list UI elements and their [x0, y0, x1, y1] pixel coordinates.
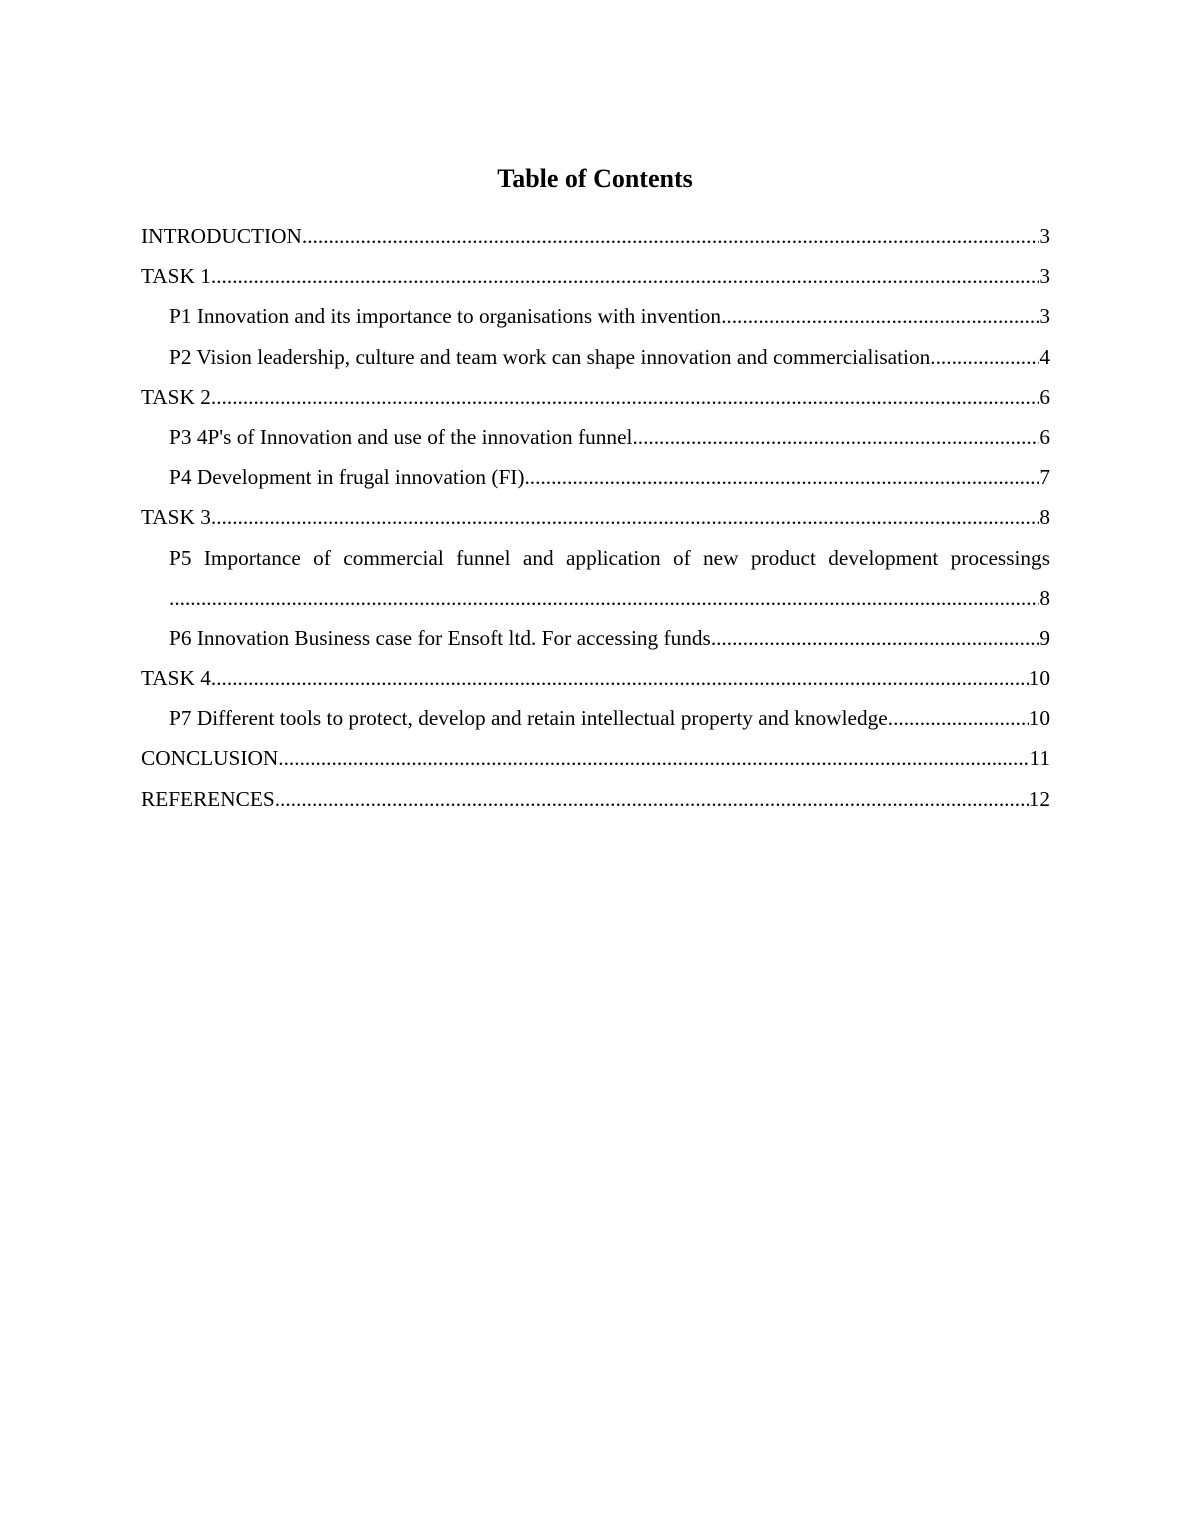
toc-entry-label: P2 Vision leadership, culture and team work can shape innovation and commercialisation — [169, 344, 931, 369]
toc-entry-task-4[interactable] — [141, 658, 1050, 698]
toc-entry-p2[interactable] — [141, 337, 1050, 377]
toc-dot-leader — [278, 738, 1029, 778]
toc-entry-label: P7 Different tools to protect, develop and retain intellectual property and knowledge — [169, 706, 888, 731]
toc-dot-leader — [211, 658, 1029, 698]
toc-page-number: 3 — [1039, 224, 1050, 248]
toc-entry-label: TASK 2 — [141, 384, 211, 409]
toc-page-number: 10 — [1028, 706, 1050, 731]
toc-entry-task-2[interactable] — [141, 377, 1050, 417]
toc-dot-leader — [721, 296, 1039, 336]
toc-entry-label: P1 Innovation and its importance to organisations with invention — [169, 304, 722, 329]
toc-entry-p7[interactable] — [141, 698, 1050, 738]
toc-page-number: 12 — [1028, 786, 1050, 811]
toc-page-number: 4 — [1039, 344, 1050, 369]
toc-entry-label: P5 Importance of commercial funnel and application of new product development processings — [169, 545, 1050, 570]
toc-page-number: 3 — [1039, 304, 1050, 329]
toc-entry-label: TASK 1 — [141, 264, 211, 289]
toc-entry-label: CONCLUSION — [141, 746, 279, 771]
toc-entry-introduction[interactable] — [141, 216, 1050, 256]
toc-page-number: 3 — [1039, 264, 1050, 289]
toc-entry-label: P3 4P's of Innovation and use of the innovation funnel — [169, 424, 633, 449]
toc-page-number: 8 — [1039, 505, 1050, 530]
toc-entry-label: INTRODUCTION — [141, 224, 302, 248]
toc-page-number: 10 — [1028, 666, 1050, 691]
toc-entry-task-1[interactable] — [141, 256, 1050, 296]
toc-page-number: 8 — [1039, 585, 1050, 610]
toc-dot-leader — [211, 256, 1039, 296]
toc-list — [141, 216, 1050, 819]
toc-page-number: 9 — [1039, 625, 1050, 650]
toc-dot-leader — [524, 457, 1039, 497]
toc-dot-leader — [211, 377, 1039, 417]
toc-dot-leader — [930, 337, 1039, 377]
toc-dot-leader — [632, 417, 1039, 457]
toc-page-number: 7 — [1039, 465, 1050, 490]
toc-entry-p1[interactable] — [141, 296, 1050, 336]
toc-title: Table of Contents — [497, 164, 693, 193]
toc-entry-p6[interactable] — [141, 618, 1050, 658]
toc-entry-p5-continuation[interactable] — [141, 578, 1050, 618]
toc-page-number: 11 — [1029, 746, 1050, 771]
toc-page-number: 6 — [1039, 384, 1050, 409]
toc-page-number: 6 — [1039, 424, 1050, 449]
toc-entry-p3[interactable] — [141, 417, 1050, 457]
toc-entry-references[interactable] — [141, 779, 1050, 819]
toc-dot-leader — [711, 618, 1040, 658]
toc-entry-label: P4 Development in frugal innovation (FI) — [169, 465, 525, 490]
toc-dot-leader — [888, 698, 1029, 738]
toc-dot-leader — [169, 578, 1039, 618]
toc-dot-leader — [275, 779, 1029, 819]
toc-dot-leader — [302, 216, 1039, 256]
toc-entry-label: TASK 4 — [141, 666, 211, 691]
toc-entry-p4[interactable] — [141, 457, 1050, 497]
toc-entry-label: P6 Innovation Business case for Ensoft ltd. For accessing funds — [169, 625, 711, 650]
toc-entry-label: REFERENCES — [141, 786, 275, 811]
toc-dot-leader — [211, 497, 1039, 537]
toc-entry-label: TASK 3 — [141, 505, 211, 530]
toc-entry-p5[interactable] — [141, 538, 1050, 578]
toc-entry-conclusion[interactable] — [141, 738, 1050, 778]
toc-entry-task-3[interactable] — [141, 497, 1050, 537]
